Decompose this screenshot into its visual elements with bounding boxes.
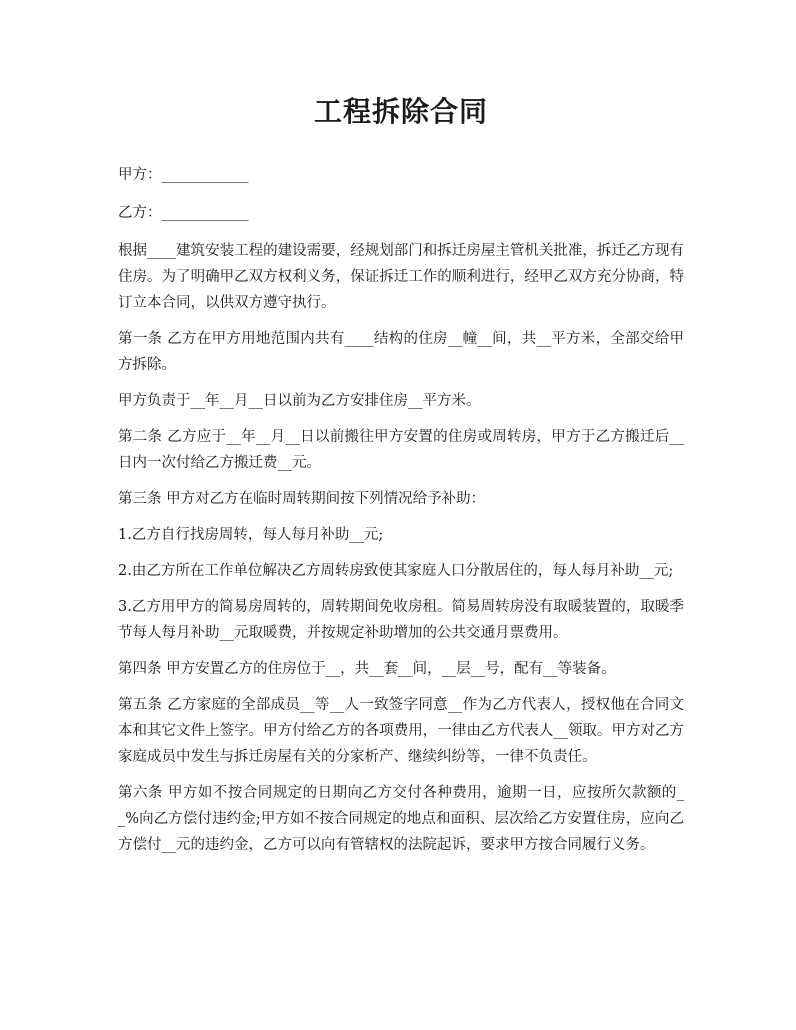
article-3-item-1: 1.乙方自行找房周转，每人每月补助__元; bbox=[118, 527, 384, 543]
document-title: 工程拆除合同 bbox=[313, 95, 488, 128]
article-5-paragraph: 第五条 乙方家庭的全部成员__等__人一致签字同意__作为乙方代表人，授权他在合同文本和其它文件上签字。甲方付给乙方的各项费用，一律由乙方代表人__领取。甲方对乙方家庭成员中发生与拆迁房屋有关的分家析产、继续纠纷等，一律不负责任。 bbox=[118, 697, 684, 765]
preamble-paragraph: 根据____建筑安装工程的建设需要，经规划部门和拆迁房屋主管机关批准，拆迁乙方现有住房。为了明确甲乙双方权利义务，保证拆迁工作的顺利进行，经甲乙双方充分协商，特订立本合同，以供双方遵守执行。 bbox=[118, 243, 684, 311]
document-page bbox=[118, 92, 684, 868]
housing-arrangement-paragraph: 甲方负责于__年__月__日以前为乙方安排住房__平方米。 bbox=[118, 393, 481, 409]
article-3-paragraph: 第三条 甲方对乙方在临时周转期间按下列情况给予补助： bbox=[118, 491, 486, 507]
party-a-line: 甲方：____________ bbox=[118, 167, 249, 183]
article-3-item-3: 3.乙方用甲方的简易房周转的，周转期间免收房租。简易周转房没有取暖装置的，取暖季节每人每月补助__元取暖费，并按规定补助增加的公共交通月票费用。 bbox=[118, 599, 684, 641]
article-1-paragraph: 第一条 乙方在甲方用地范围内共有____结构的住房__幢__间，共__平方米，全部交给甲方拆除。 bbox=[118, 331, 684, 373]
article-4-paragraph: 第四条 甲方安置乙方的住房位于__，共__套__间，__层__号，配有__等装备。 bbox=[118, 661, 616, 677]
article-6-paragraph: 第六条 甲方如不按合同规定的日期向乙方交付各种费用，逾期一日，应按所欠款额的__%向乙方偿付违约金;甲方如不按合同规定的地点和面积、层次给乙方安置住房，应向乙方偿付__元的违约金，乙方可以向有管辖权的法院起诉，要求甲方按合同履行义务。 bbox=[118, 785, 684, 853]
article-2-paragraph: 第二条 乙方应于__年__月__日以前搬往甲方安置的住房或周转房，甲方于乙方搬迁后__日内一次付给乙方搬迁费__元。 bbox=[118, 429, 684, 471]
article-3-item-2: 2.由乙方所在工作单位解决乙方周转房致使其家庭人口分散居住的，每人每月补助__元; bbox=[118, 563, 674, 579]
party-b-line: 乙方：____________ bbox=[118, 205, 249, 221]
